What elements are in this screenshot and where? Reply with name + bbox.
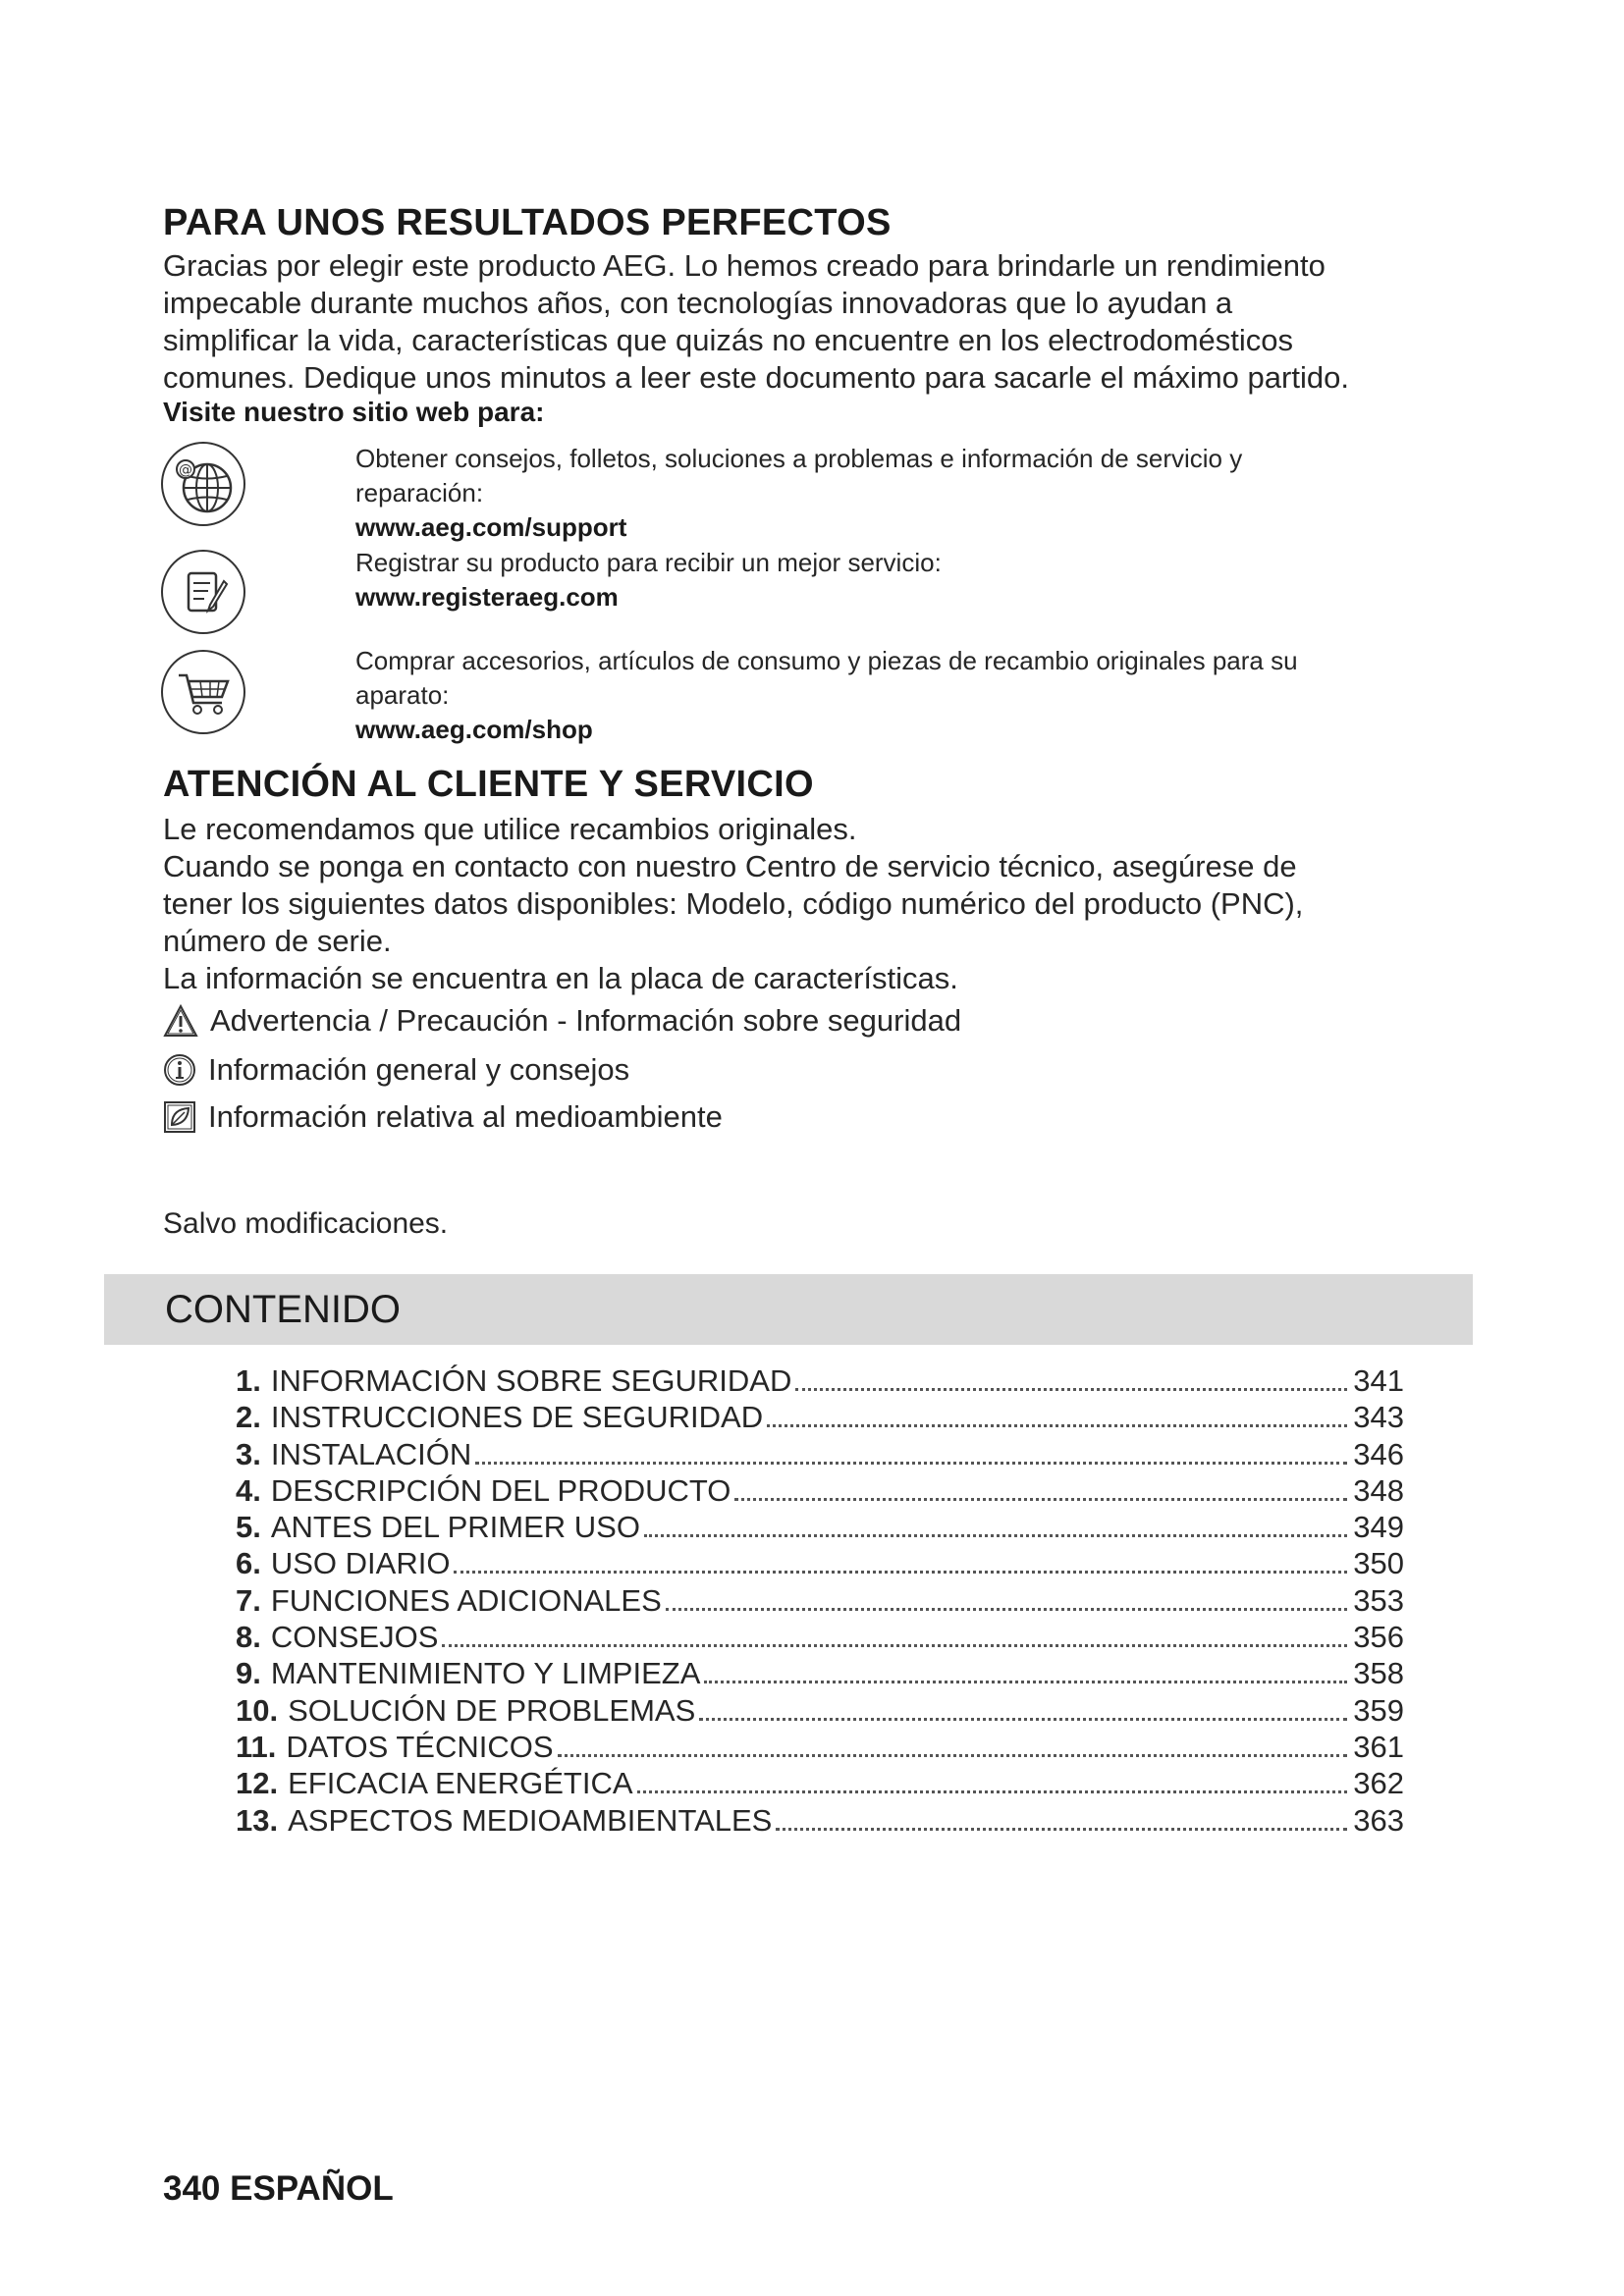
toc-leader-dots (644, 1534, 1347, 1537)
intro-paragraph (163, 247, 1349, 397)
toc-row[interactable] (236, 1730, 1404, 1766)
web-item-register (355, 546, 942, 614)
toc-label: INSTALACIÓN (270, 1436, 472, 1471)
toc-label: ANTES DEL PRIMER USO (270, 1510, 640, 1545)
web-item-line: reparación: (355, 478, 484, 507)
toc-number: 7. (236, 1582, 261, 1618)
toc-leader-dots (454, 1571, 1347, 1574)
toc-number: 8. (236, 1620, 261, 1655)
toc-row[interactable] (236, 1510, 1404, 1546)
toc-leader-dots (558, 1754, 1348, 1757)
toc-leader-dots (776, 1828, 1347, 1831)
service-paragraph (163, 811, 1303, 997)
toc-row[interactable] (236, 1766, 1404, 1802)
shopping-cart-icon (159, 648, 247, 736)
toc-page-number: 346 (1353, 1436, 1404, 1471)
toc-label: FUNCIONES ADICIONALES (270, 1582, 662, 1618)
globe-support-icon (159, 440, 247, 528)
toc-number: 4. (236, 1472, 261, 1508)
toc-leader-dots (734, 1498, 1347, 1501)
toc-page-number: 350 (1353, 1546, 1404, 1581)
toc-label: ASPECTOS MEDIOAMBIENTALES (288, 1802, 773, 1838)
toc-label: USO DIARIO (270, 1546, 451, 1581)
support-link[interactable]: www.aeg.com/support (355, 512, 627, 542)
toc-number: 13. (236, 1802, 279, 1838)
intro-line: Gracias por elegir este producto AEG. Lo hemos creado para brindarle un rendimiento (163, 248, 1326, 283)
toc-page-number: 361 (1353, 1729, 1404, 1764)
legend-warning (163, 1003, 961, 1039)
toc-label: EFICACIA ENERGÉTICA (288, 1766, 633, 1801)
toc-page-number: 349 (1353, 1510, 1404, 1545)
web-item-line: Comprar accesorios, artículos de consumo y piezas de recambio originales para su (355, 646, 1298, 675)
contents-header-bar (104, 1274, 1473, 1345)
toc-number: 3. (236, 1436, 261, 1471)
toc-number: 12. (236, 1766, 279, 1801)
service-title: ATENCIÓN AL CLIENTE Y SERVICIO (163, 764, 814, 805)
toc-leader-dots (442, 1644, 1347, 1647)
toc-row[interactable] (236, 1363, 1404, 1400)
toc-row[interactable] (236, 1620, 1404, 1656)
warning-triangle-icon (163, 1004, 198, 1038)
web-item-support (355, 442, 1242, 545)
page-footer: 340 ESPAÑOL (163, 2169, 394, 2208)
service-line: Cuando se ponga en contacto con nuestro Centro de servicio técnico, asegúrese de (163, 849, 1297, 883)
web-item-shop (355, 644, 1298, 747)
register-document-icon (159, 548, 247, 636)
toc-page-number: 359 (1353, 1692, 1404, 1728)
info-circle-icon (163, 1053, 196, 1087)
legend-info-text: Información general y consejos (208, 1052, 630, 1087)
toc-page-number: 353 (1353, 1582, 1404, 1618)
toc-label: MANTENIMIENTO Y LIMPIEZA (270, 1656, 701, 1691)
toc-leader-dots (699, 1718, 1347, 1721)
toc-page-number: 356 (1353, 1620, 1404, 1655)
web-item-line: Registrar su producto para recibir un mejor servicio: (355, 548, 942, 577)
toc-page-number: 343 (1353, 1400, 1404, 1435)
intro-line: comunes. Dedique unos minutos a leer este documento para sacarle el máximo partido. (163, 360, 1349, 395)
service-line: La información se encuentra en la placa de características. (163, 961, 958, 995)
toc-number: 2. (236, 1400, 261, 1435)
web-item-line: aparato: (355, 680, 450, 710)
intro-line: simplificar la vida, características que quizás no encuentre en los electrodomésticos (163, 323, 1293, 357)
legend-warning-text: Advertencia / Precaución - Información sobre seguridad (210, 1003, 962, 1038)
environment-leaf-icon (163, 1100, 196, 1134)
shop-link[interactable]: www.aeg.com/shop (355, 715, 593, 744)
toc-leader-dots (475, 1462, 1347, 1465)
toc-row[interactable] (236, 1656, 1404, 1692)
toc-row[interactable] (236, 1473, 1404, 1510)
toc-number: 5. (236, 1510, 261, 1545)
toc-leader-dots (767, 1424, 1347, 1427)
toc-leader-dots (666, 1608, 1347, 1611)
toc-row[interactable] (236, 1437, 1404, 1473)
service-line: Le recomendamos que utilice recambios originales. (163, 812, 857, 846)
toc-number: 6. (236, 1546, 261, 1581)
service-line: número de serie. (163, 924, 392, 958)
web-item-line: Obtener consejos, folletos, soluciones a problemas e información de servicio y (355, 444, 1243, 473)
visit-label: Visite nuestro sitio web para: (163, 397, 545, 427)
register-link[interactable]: www.registeraeg.com (355, 582, 619, 612)
toc-number: 1. (236, 1363, 261, 1398)
service-line: tener los siguientes datos disponibles: Modelo, código numérico del producto (PNC), (163, 886, 1304, 921)
toc-label: CONSEJOS (270, 1620, 439, 1655)
intro-title: PARA UNOS RESULTADOS PERFECTOS (163, 202, 892, 243)
toc-leader-dots (795, 1388, 1347, 1391)
contents-title: CONTENIDO (165, 1288, 401, 1331)
toc-page-number: 348 (1353, 1472, 1404, 1508)
toc-page-number: 358 (1353, 1656, 1404, 1691)
toc-label: SOLUCIÓN DE PROBLEMAS (288, 1692, 696, 1728)
toc-label: DATOS TÉCNICOS (286, 1729, 554, 1764)
toc-page-number: 363 (1353, 1802, 1404, 1838)
table-of-contents (236, 1363, 1404, 1840)
changes-note: Salvo modificaciones. (163, 1207, 449, 1240)
legend-environment-text: Información relativa al medioambiente (208, 1099, 723, 1134)
toc-row[interactable] (236, 1583, 1404, 1620)
intro-line: impecable durante muchos años, con tecnologías innovadoras que lo ayudan a (163, 286, 1233, 320)
toc-number: 11. (236, 1729, 277, 1764)
svg-text:@: @ (179, 462, 192, 478)
toc-number: 9. (236, 1656, 261, 1691)
toc-label: INFORMACIÓN SOBRE SEGURIDAD (270, 1363, 792, 1398)
toc-row[interactable] (236, 1546, 1404, 1582)
toc-leader-dots (637, 1790, 1348, 1793)
toc-page-number: 341 (1353, 1363, 1404, 1398)
toc-number: 10. (236, 1692, 279, 1728)
toc-row[interactable] (236, 1400, 1404, 1436)
toc-row[interactable] (236, 1803, 1404, 1840)
toc-leader-dots (704, 1681, 1347, 1683)
toc-row[interactable] (236, 1693, 1404, 1730)
toc-label: DESCRIPCIÓN DEL PRODUCTO (270, 1472, 731, 1508)
legend-environment (163, 1099, 723, 1135)
legend-info (163, 1052, 629, 1088)
toc-label: INSTRUCCIONES DE SEGURIDAD (270, 1400, 764, 1435)
toc-page-number: 362 (1353, 1766, 1404, 1801)
